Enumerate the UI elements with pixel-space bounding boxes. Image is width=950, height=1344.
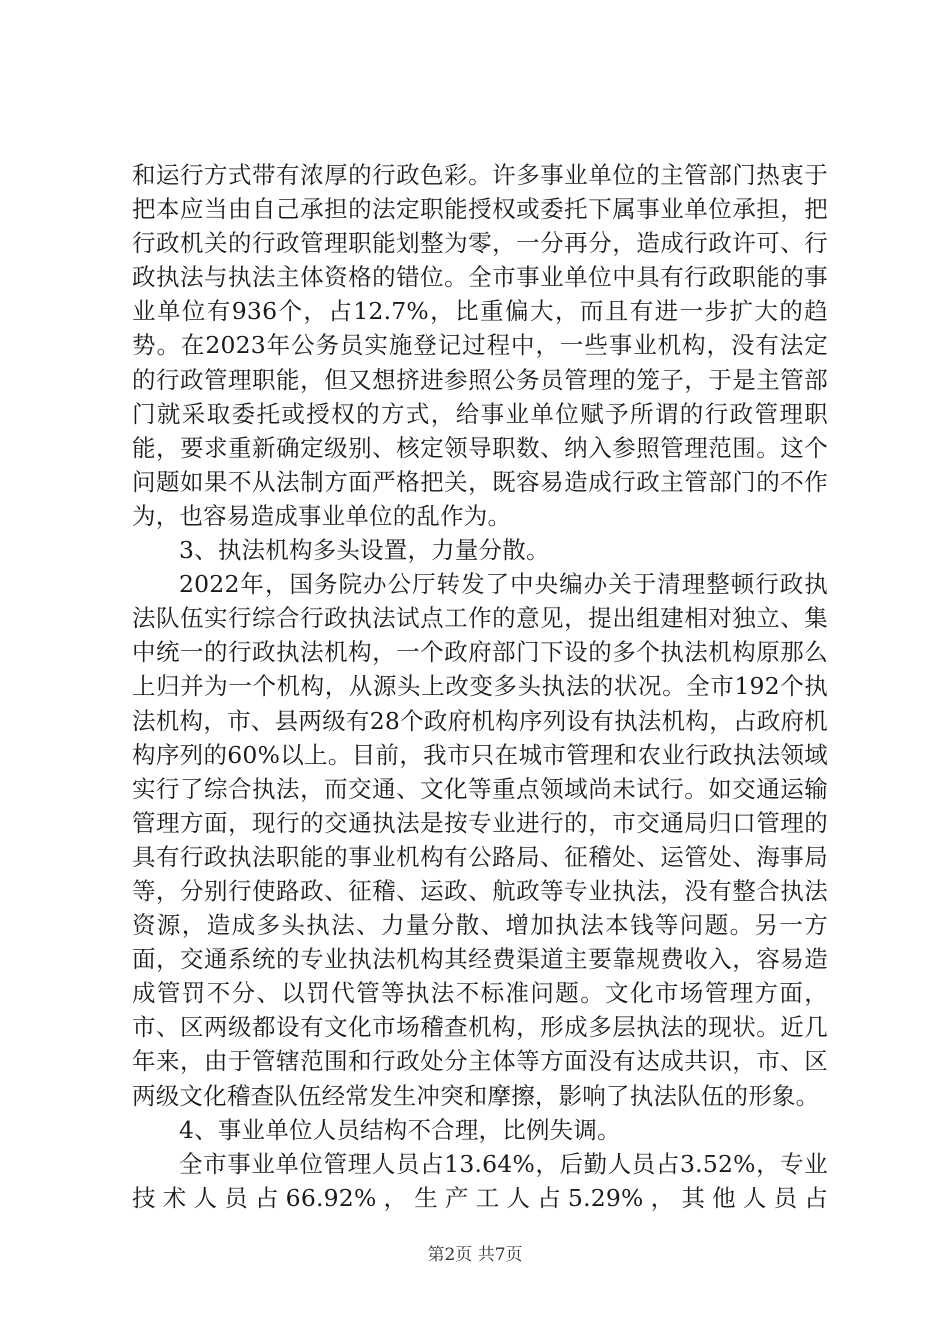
body-paragraph-1: 和运行方式带有浓厚的行政色彩。许多事业单位的主管部门热衷于把本应当由自己承担的法定职能授权或委托下属事业单位承担，把行政机关的行政管理职能划整为零，一分再分，造成行政许可、行政执法与执法主体资格的错位。全市事业单位中具有行政职能的事业单位有936个，占12.7%，比重偏大，而且有进一步扩大的趋势。在2023年公务员实施登记过程中，一些事业机构，没有法定的行政管理职能，但又想挤进参照公务员管理的笼子，于是主管部门就采取委托或授权的方式，给事业单位赋予所谓的行政管理职能，要求重新确定级别、核定领导职数、纳入参照管理范围。这个问题如果不从法制方面严格把关，既容易造成行政主管部门的不作为，也容易造成事业单位的乱作为。 [132, 161, 828, 530]
section-heading-3: 3、执法机构多头设置，力量分散。 [179, 536, 550, 565]
page-footer: 第2页 共7页 [427, 1245, 523, 1265]
body-paragraph-3: 全市事业单位管理人员占13.64%，后勤人员占3.52%，专业技术人员占66.92%，生产工人占5.29%，其他人员占 [132, 1149, 828, 1212]
document-body [132, 158, 828, 1215]
body-paragraph-2: 2022年，国务院办公厅转发了中央编办关于清理整顿行政执法队伍实行综合行政执法试点工作的意见，提出组建相对独立、集中统一的行政执法机构，一个政府部门下设的多个执法机构原那么上归并为一个机构，从源头上改变多头执法的状况。全市192个执法机构，市、县两级有28个政府机构序列设有执法机构，占政府机构序列的60%以上。目前，我市只在城市管理和农业行政执法领域实行了综合执法，而交通、文化等重点领域尚未试行。如交通运输管理方面，现行的交通执法是按专业进行的，市交通局归口管理的具有行政执法职能的事业机构有公路局、征稽处、运管处、海事局等，分别行使路政、征稽、运政、航政等专业执法，没有整合执法资源，造成多头执法、力量分散、增加执法本钱等问题。另一方面，交通系统的专业执法机构其经费渠道主要靠规费收入，容易造成管罚不分、以罚代管等执法不标准问题。文化市场管理方面，市、区两级都设有文化市场稽查机构，形成多层执法的现状。近几年来，由于管辖范围和行政处分主体等方面没有达成共识，市、区两级文化稽查队伍经常发生冲突和摩擦，影响了执法队伍的形象。 [132, 570, 828, 1110]
section-heading-4: 4、事业单位人员结构不合理，比例失调。 [179, 1115, 621, 1144]
